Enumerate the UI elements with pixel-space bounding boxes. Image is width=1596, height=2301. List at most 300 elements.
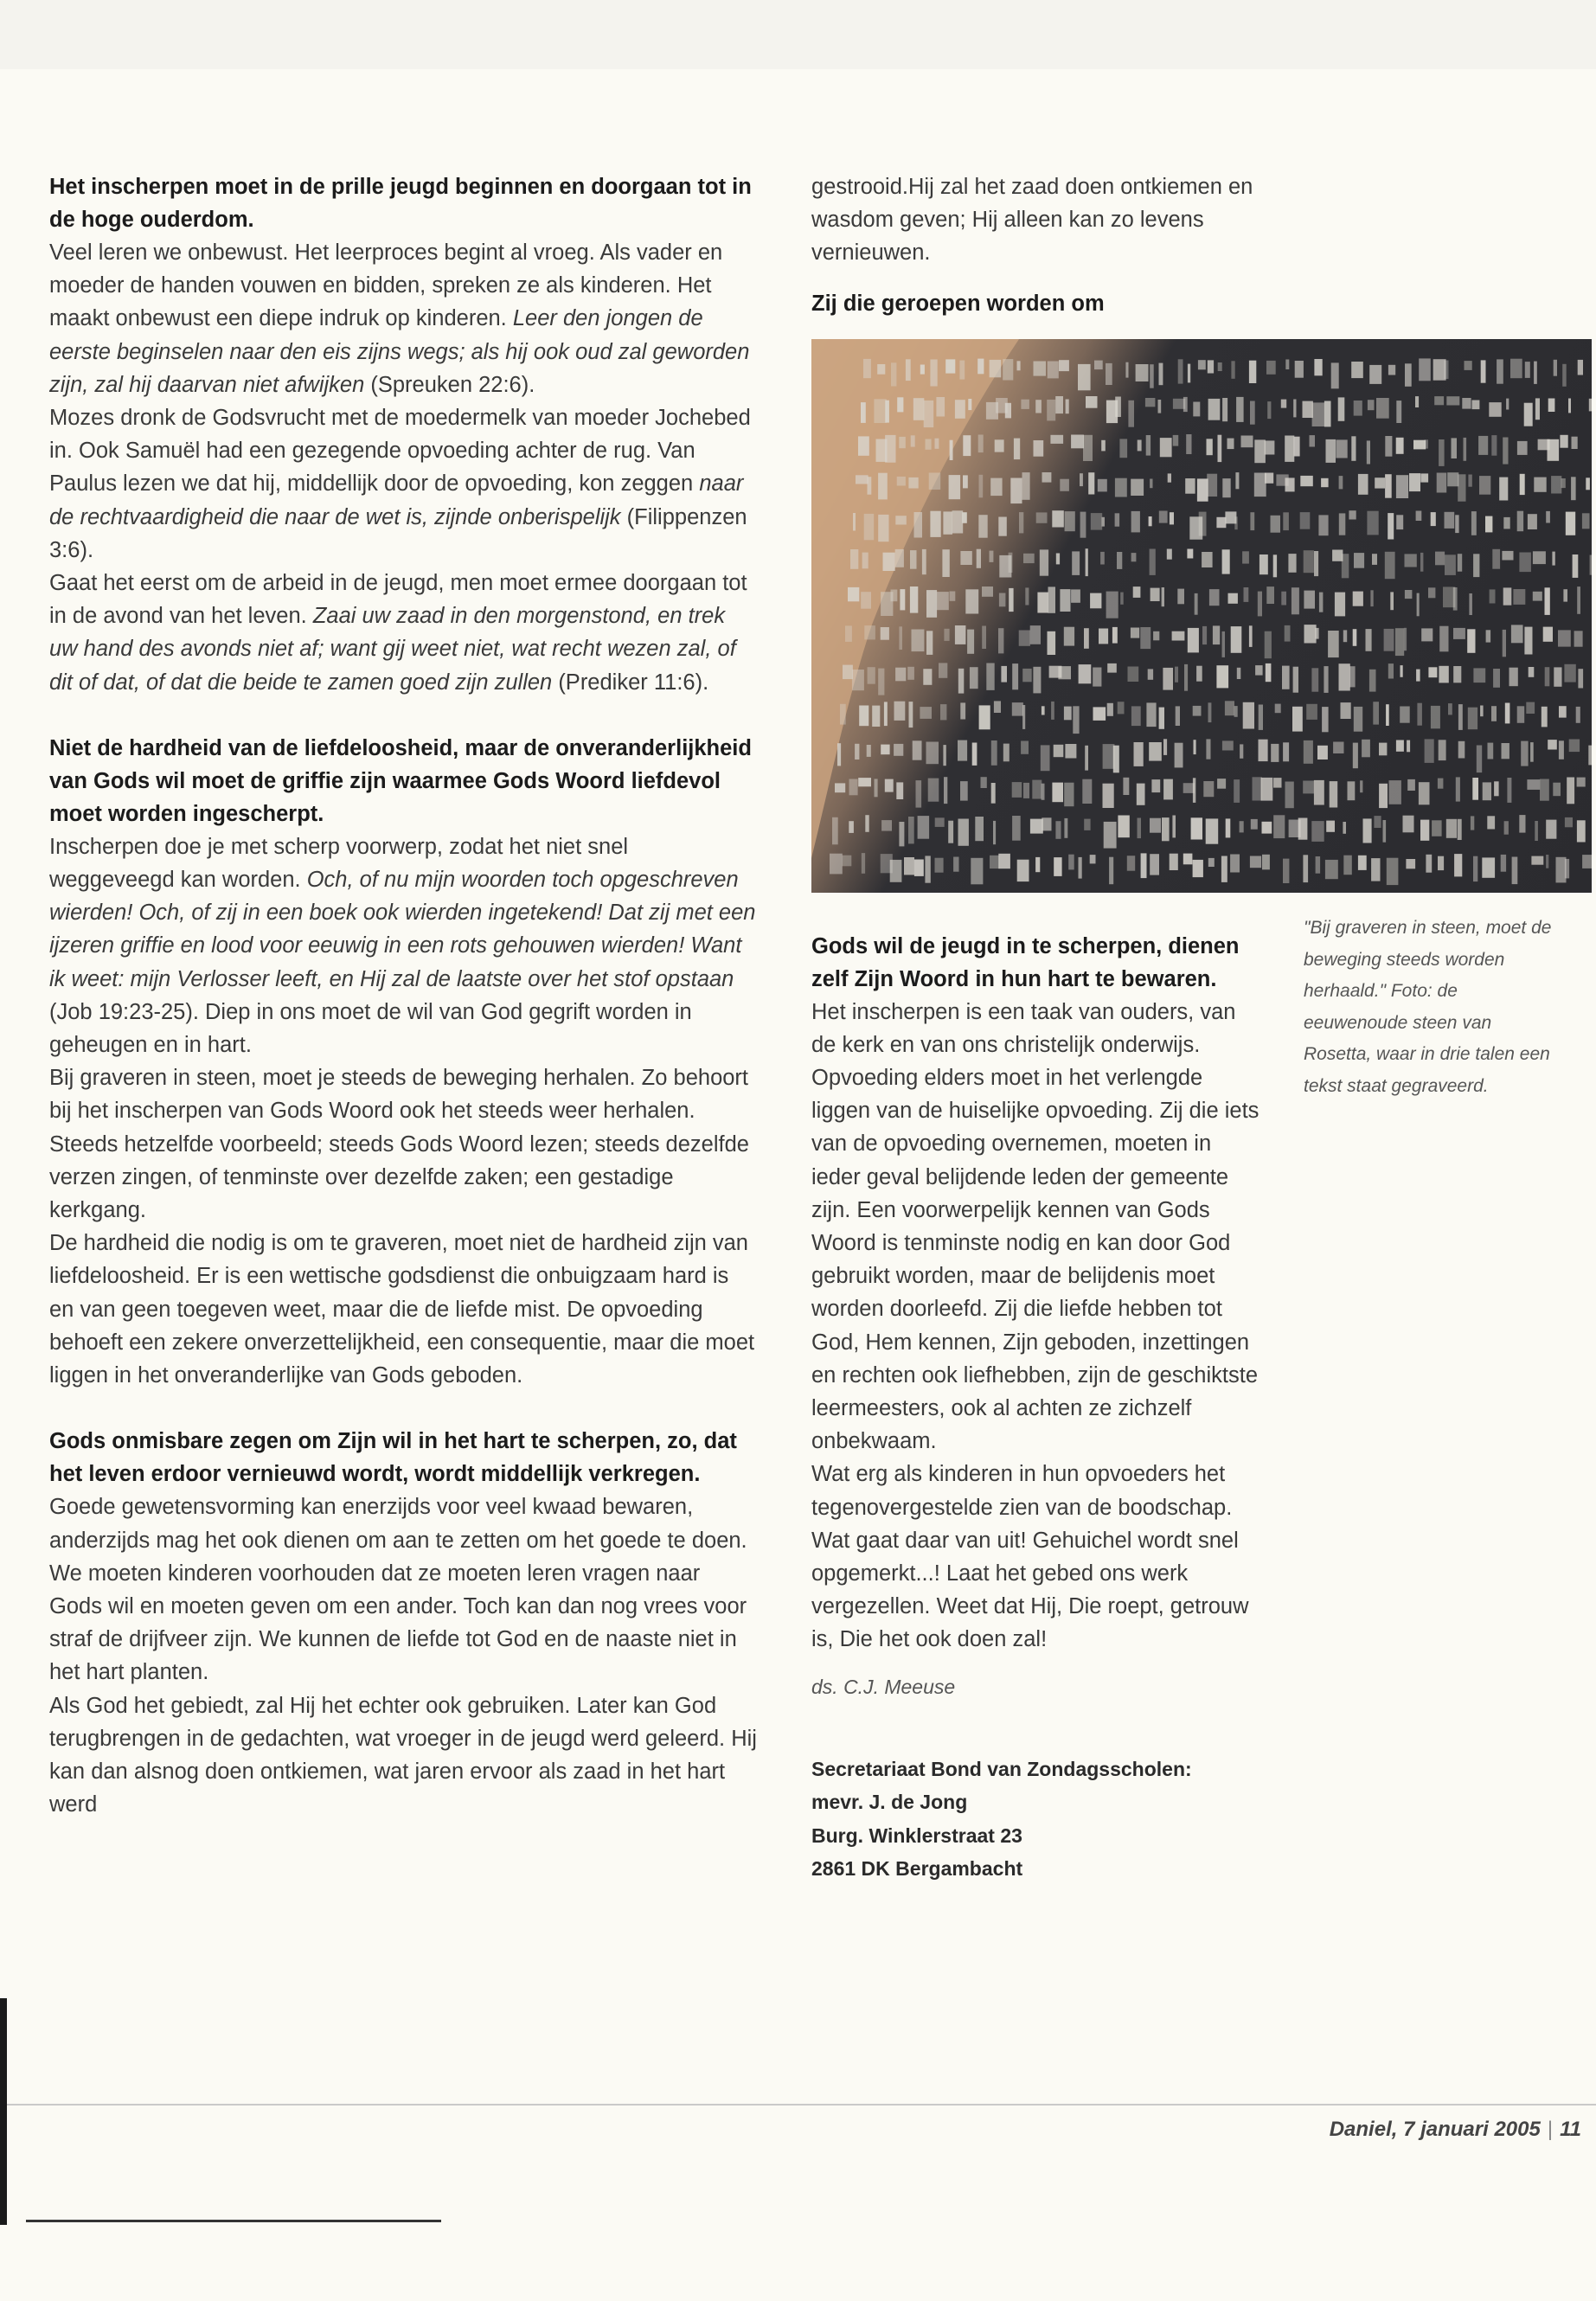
inscription-glyph bbox=[912, 630, 925, 652]
inscription-glyph bbox=[1502, 743, 1509, 759]
inscription-glyph bbox=[967, 630, 974, 654]
inscription-glyph bbox=[1501, 855, 1506, 872]
inscription-glyph bbox=[1409, 473, 1420, 491]
inscription-glyph bbox=[1158, 400, 1162, 413]
inscription-glyph bbox=[944, 629, 949, 641]
inscription-glyph bbox=[1117, 552, 1122, 569]
inscription-glyph bbox=[1266, 361, 1276, 375]
inscription-glyph bbox=[1416, 511, 1422, 522]
inscription-glyph bbox=[955, 625, 966, 644]
inscription-glyph bbox=[856, 475, 869, 484]
inscription-glyph bbox=[1363, 818, 1372, 843]
inscription-glyph bbox=[978, 515, 987, 538]
inscription-glyph bbox=[1524, 627, 1532, 655]
inscription-glyph bbox=[1163, 668, 1173, 690]
inscription-glyph bbox=[1529, 667, 1535, 677]
inscription-glyph bbox=[894, 744, 903, 756]
inscription-glyph bbox=[1258, 592, 1262, 617]
inscription-glyph bbox=[994, 701, 1001, 713]
inscription-glyph bbox=[910, 550, 917, 569]
inscription-glyph bbox=[1120, 593, 1124, 605]
inscription-glyph bbox=[1131, 553, 1137, 561]
inscription-glyph bbox=[1255, 665, 1263, 676]
inscription-glyph bbox=[1458, 819, 1462, 840]
inscription-glyph bbox=[877, 364, 885, 375]
inscription-glyph bbox=[1376, 398, 1389, 419]
inscription-glyph bbox=[1003, 359, 1013, 380]
inscription-glyph bbox=[1390, 592, 1394, 610]
section-heading-4: Gods wil de jeugd in te scherpen, dienen zelf Zijn Woord in hun hart te bewaren. bbox=[811, 933, 1240, 991]
inscription-glyph bbox=[1208, 360, 1214, 373]
inscription-glyph bbox=[1150, 818, 1161, 833]
inscription-glyph bbox=[1222, 740, 1234, 750]
inscription-glyph bbox=[1489, 402, 1501, 417]
inscription-glyph bbox=[1207, 474, 1217, 497]
inscription-glyph bbox=[1366, 629, 1372, 651]
inscription-glyph bbox=[1396, 475, 1408, 498]
inscription-glyph bbox=[1265, 631, 1272, 659]
inscription-glyph bbox=[959, 361, 965, 380]
inscription-glyph bbox=[1153, 631, 1159, 641]
inscription-glyph bbox=[1458, 474, 1465, 501]
inscription-glyph bbox=[1318, 515, 1328, 535]
inscription-glyph bbox=[1168, 473, 1171, 482]
inscription-glyph bbox=[843, 665, 853, 680]
inscription-glyph bbox=[1473, 554, 1479, 577]
inscription-glyph bbox=[958, 740, 967, 761]
inscription-glyph bbox=[1385, 474, 1392, 498]
inscription-glyph bbox=[1446, 819, 1457, 838]
inscription-glyph bbox=[1221, 856, 1227, 882]
inscription-glyph bbox=[1202, 552, 1213, 567]
inscription-glyph bbox=[965, 589, 978, 613]
text-run: Inscherpen doe je met scherp voorwerp, zodat het niet snel weggeveegd kan worden. bbox=[49, 834, 629, 893]
inscription-glyph bbox=[1104, 822, 1117, 849]
inscription-glyph bbox=[1491, 435, 1497, 456]
inscription-glyph bbox=[863, 359, 871, 378]
inscription-glyph bbox=[1222, 398, 1227, 421]
inscription-glyph bbox=[1065, 744, 1076, 759]
scripture-quote: Zaai uw zaad in den morgenstond, en trek uw hand des avonds niet af; want gij weet niet, wat recht wezen zal, of dit of dat, of dat die beide te zamen goed zijn zullen bbox=[49, 604, 736, 695]
inscription-glyph bbox=[935, 817, 945, 827]
inscription-glyph bbox=[1265, 473, 1273, 484]
inscription-glyph bbox=[1431, 706, 1440, 728]
inscription-glyph bbox=[1493, 669, 1500, 688]
inscription-glyph bbox=[1113, 746, 1119, 773]
inscription-glyph bbox=[840, 704, 846, 725]
inscription-glyph bbox=[1481, 360, 1486, 382]
inscription-glyph bbox=[884, 702, 888, 726]
section-subheading: Zij die geroepen worden om bbox=[811, 291, 1105, 316]
inscription-glyph bbox=[1249, 361, 1256, 383]
inscription-glyph bbox=[1088, 472, 1094, 494]
inscription-glyph bbox=[1022, 472, 1030, 500]
inscription-glyph bbox=[868, 477, 872, 495]
inscription-glyph bbox=[1059, 360, 1069, 371]
inscription-glyph bbox=[1472, 778, 1478, 800]
left-column bbox=[49, 170, 759, 1821]
inscription-glyph bbox=[899, 437, 906, 448]
inscription-glyph bbox=[1128, 667, 1139, 683]
inscription-glyph bbox=[1435, 552, 1445, 566]
paragraph bbox=[49, 401, 759, 567]
inscription-glyph bbox=[1281, 592, 1286, 606]
inscription-glyph bbox=[1014, 439, 1020, 459]
inscription-glyph bbox=[1118, 702, 1125, 714]
inscription-glyph bbox=[913, 398, 925, 420]
inscription-glyph bbox=[1432, 820, 1442, 836]
inscription-glyph bbox=[1565, 859, 1569, 879]
inscription-glyph bbox=[1175, 667, 1178, 683]
paragraph: Het inscherpen is een taak van ouders, van de kerk en van ons christelijk onderwijs. Opvoeding elders moet in het verlengde liggen van de huiselijke opvoeding. Zij die iets van de opvoeding overnemen, moeten in ieder geval belijdende leden der gemeente zijn. Een voorwerpelijk kennen van Gods Woord is tenminste nodig en kan door God gebruikt worden, maar de belijdenis moet worden doorleefd. Zij die liefde hebben tot God, Hem kennen, Zijn geboden, inzettingen en rechten ook liefhebben, zijn de geschiktste leermeesters, ook al achten ze zichzelf onbekwaam. bbox=[811, 999, 1259, 1454]
inscription-glyph bbox=[1241, 436, 1253, 448]
inscription-glyph bbox=[972, 743, 977, 766]
inscription-glyph bbox=[1222, 478, 1230, 497]
inscription-glyph bbox=[1118, 816, 1129, 838]
inscription-glyph bbox=[881, 745, 889, 755]
inscription-glyph bbox=[1234, 516, 1237, 529]
inscription-glyph bbox=[1240, 821, 1244, 832]
inscription-glyph bbox=[1300, 476, 1313, 486]
inscription-glyph bbox=[1341, 702, 1351, 719]
inscription-glyph bbox=[1304, 625, 1317, 643]
inscription-glyph bbox=[1543, 627, 1553, 642]
inscription-glyph bbox=[1054, 857, 1061, 876]
inscription-glyph bbox=[864, 625, 875, 639]
inscription-glyph bbox=[1175, 743, 1183, 768]
inscription-glyph bbox=[1032, 780, 1042, 799]
inscription-glyph bbox=[1072, 551, 1080, 575]
inscription-glyph bbox=[1565, 817, 1573, 827]
inscription-glyph bbox=[958, 669, 965, 694]
inscription-glyph bbox=[1525, 362, 1530, 378]
inscription-glyph bbox=[937, 592, 949, 610]
inscription-glyph bbox=[1064, 707, 1072, 721]
inscription-glyph bbox=[945, 359, 955, 373]
inscription-glyph bbox=[1458, 704, 1463, 730]
inscription-glyph bbox=[943, 511, 952, 534]
inscription-glyph bbox=[1561, 478, 1566, 488]
inscription-glyph bbox=[1519, 815, 1525, 833]
inscription-glyph bbox=[970, 667, 978, 689]
inscription-glyph bbox=[1036, 512, 1048, 522]
inscription-glyph bbox=[1322, 707, 1329, 732]
inscription-glyph bbox=[977, 549, 981, 568]
inscription-glyph bbox=[1271, 516, 1281, 533]
inscription-glyph bbox=[1342, 554, 1349, 578]
inscription-glyph bbox=[1304, 591, 1315, 609]
inscription-glyph bbox=[1582, 855, 1592, 868]
inscription-glyph bbox=[1078, 364, 1091, 390]
inscription-glyph bbox=[1566, 512, 1575, 535]
inscription-glyph bbox=[1234, 779, 1240, 803]
inscription-glyph bbox=[1513, 589, 1525, 605]
inscription-glyph bbox=[1254, 439, 1266, 463]
inscription-glyph bbox=[853, 513, 856, 531]
inscription-glyph bbox=[1107, 703, 1113, 716]
top-shade bbox=[0, 0, 1596, 69]
inscription-glyph bbox=[925, 856, 930, 882]
inscription-glyph bbox=[1082, 779, 1092, 804]
inscription-glyph bbox=[1266, 586, 1274, 604]
inscription-glyph bbox=[1545, 667, 1550, 686]
inscription-glyph bbox=[1314, 551, 1318, 576]
inscription-glyph bbox=[991, 783, 996, 804]
inscription-glyph bbox=[1162, 587, 1164, 606]
inscription-glyph bbox=[1066, 400, 1069, 414]
inscription-glyph bbox=[1387, 858, 1399, 885]
inscription-glyph bbox=[990, 360, 1002, 377]
inscription-glyph bbox=[963, 475, 968, 488]
inscription-glyph bbox=[1170, 854, 1178, 870]
inscription-glyph bbox=[1545, 587, 1550, 615]
inscription-glyph bbox=[1354, 553, 1364, 568]
inscription-glyph bbox=[1434, 396, 1444, 405]
inscription-glyph bbox=[1262, 822, 1272, 834]
inscription-glyph bbox=[1231, 361, 1234, 379]
inscription-glyph bbox=[1351, 362, 1363, 378]
inscription-glyph bbox=[1060, 589, 1070, 612]
text-run: (Spreuken 22:6). bbox=[364, 372, 535, 397]
inscription-glyph bbox=[1509, 668, 1518, 687]
inscription-glyph bbox=[1034, 362, 1047, 376]
inscription-glyph bbox=[1439, 740, 1446, 760]
inscription-glyph bbox=[1240, 744, 1243, 758]
inscription-glyph bbox=[1453, 587, 1458, 611]
inscription-glyph bbox=[978, 435, 984, 453]
text-run: Veel leren we onbewust. Het leerproces begint al vroeg. Als vader en moeder de handen vouwen en bidden, spreken ze als kinderen. Het maakt onbewust een diepe indruk op kinderen. bbox=[49, 240, 723, 331]
inscription-glyph bbox=[1554, 667, 1561, 686]
inscription-glyph bbox=[895, 549, 904, 567]
inscription-glyph bbox=[1048, 362, 1059, 379]
inscription-glyph bbox=[1188, 628, 1199, 653]
inscription-glyph bbox=[968, 399, 971, 410]
inscription-glyph bbox=[1273, 815, 1285, 838]
inscription-glyph bbox=[1133, 586, 1141, 598]
inscription-glyph bbox=[891, 590, 898, 602]
inscription-glyph bbox=[1196, 666, 1202, 682]
inscription-glyph bbox=[1588, 746, 1592, 766]
section-gap bbox=[49, 1392, 759, 1425]
inscription-glyph bbox=[1333, 742, 1343, 754]
inscription-glyph bbox=[1590, 555, 1592, 575]
text-run: (Filippenzen 3:6). bbox=[49, 504, 747, 562]
inscription-glyph bbox=[858, 778, 871, 786]
rosetta-stone-photo bbox=[811, 339, 1592, 893]
inscription-glyph bbox=[1148, 669, 1153, 679]
inscription-glyph bbox=[1183, 397, 1188, 412]
inscription-glyph bbox=[1213, 625, 1220, 644]
inscription-glyph bbox=[1106, 363, 1112, 385]
inscription-glyph bbox=[948, 821, 953, 843]
inscription-glyph bbox=[1040, 549, 1048, 575]
inscription-glyph bbox=[1084, 628, 1089, 649]
inscription-glyph bbox=[1315, 628, 1318, 639]
inscription-glyph bbox=[1098, 479, 1107, 492]
inscription-glyph bbox=[1079, 664, 1092, 683]
inscription-glyph bbox=[1150, 549, 1156, 575]
inscription-glyph bbox=[859, 706, 869, 727]
inscription-glyph bbox=[1486, 630, 1491, 642]
inscription-glyph bbox=[998, 854, 1010, 868]
inscription-glyph bbox=[1417, 703, 1422, 726]
inscription-glyph bbox=[1141, 853, 1147, 878]
inscription-glyph bbox=[850, 549, 858, 569]
inscription-glyph bbox=[1068, 855, 1074, 870]
inscription-glyph bbox=[1293, 667, 1298, 693]
inscription-glyph bbox=[1462, 398, 1471, 409]
inscription-glyph bbox=[982, 626, 986, 650]
inscription-glyph bbox=[1316, 856, 1321, 874]
inscription-glyph bbox=[1080, 473, 1083, 486]
inscription-glyph bbox=[990, 551, 994, 562]
inscription-glyph bbox=[1083, 435, 1093, 461]
inscription-glyph bbox=[1490, 589, 1496, 603]
inscription-glyph bbox=[1578, 360, 1583, 375]
inscription-glyph bbox=[1037, 593, 1048, 613]
inscription-glyph bbox=[1351, 436, 1356, 461]
inscription-glyph bbox=[1425, 439, 1429, 448]
inscription-glyph bbox=[1548, 740, 1557, 749]
inscription-glyph bbox=[1234, 706, 1238, 717]
address-line: Burg. Winklerstraat 23 bbox=[811, 1823, 1022, 1847]
inscription-glyph bbox=[1222, 549, 1230, 574]
text-run: Gaat het eerst om de arbeid in de jeugd, men moet ermee doorgaan tot in de avond van het leven. bbox=[49, 571, 747, 629]
inscription-glyph bbox=[1193, 860, 1203, 877]
inscription-glyph bbox=[1454, 854, 1462, 876]
inscription-glyph bbox=[1573, 554, 1579, 578]
inscription-glyph bbox=[1086, 396, 1098, 408]
inscription-glyph bbox=[918, 816, 930, 839]
inscription-glyph bbox=[1058, 666, 1071, 679]
scripture-quote: Och, of nu mijn woorden toch opgeschreven wierden! Och, of zij in een boek ook wierden ingetekend! Dat zij met een ijzeren griffie en lood voor eeuwig in een rots gehouwen wierden! Want ik weet: mijn Verlosser leeft, en Hij zal de laatste over het stof opstaan bbox=[49, 868, 756, 991]
inscription-glyph bbox=[1425, 739, 1434, 763]
inscription-glyph bbox=[1131, 628, 1139, 638]
inscription-glyph bbox=[930, 511, 940, 537]
inscription-glyph bbox=[1455, 515, 1458, 533]
inscription-glyph bbox=[1266, 663, 1272, 682]
inscription-glyph bbox=[1314, 780, 1324, 805]
inscription-glyph bbox=[1010, 478, 1022, 504]
inscription-glyph bbox=[963, 435, 971, 456]
inscription-glyph bbox=[1112, 627, 1118, 644]
inscription-glyph bbox=[1311, 668, 1318, 691]
inscription-glyph bbox=[1005, 403, 1011, 419]
inscription-glyph bbox=[1267, 401, 1271, 419]
inscription-glyph bbox=[1560, 435, 1567, 448]
inscription-glyph bbox=[1050, 435, 1063, 444]
inscription-glyph bbox=[1101, 440, 1106, 452]
inscription-glyph bbox=[920, 365, 925, 375]
inscription-glyph bbox=[936, 397, 945, 417]
inscription-glyph bbox=[1360, 780, 1362, 792]
inscription-glyph bbox=[1298, 818, 1308, 840]
inscription-glyph bbox=[1109, 857, 1113, 885]
inscription-glyph bbox=[929, 473, 941, 490]
inscription-glyph bbox=[906, 359, 911, 381]
section-heading-3: Gods onmisbare zegen om Zijn wil in het hart te scherpen, zo, dat het leven erdoor vernieuwd wordt, wordt middellijk verkregen. bbox=[49, 1429, 737, 1487]
inscription-glyph bbox=[953, 857, 958, 872]
inscription-glyph bbox=[993, 821, 996, 844]
inscription-glyph bbox=[1282, 666, 1290, 689]
inscription-glyph bbox=[1438, 779, 1444, 789]
inscription-glyph bbox=[1090, 593, 1101, 609]
inscription-glyph bbox=[1494, 781, 1499, 796]
inscription-glyph bbox=[1379, 784, 1388, 808]
inscription-glyph bbox=[1577, 820, 1586, 842]
inscription-glyph bbox=[1167, 549, 1172, 560]
inscription-glyph bbox=[1025, 587, 1029, 605]
inscription-glyph bbox=[1468, 708, 1477, 730]
inscription-glyph bbox=[1330, 781, 1338, 807]
inscription-glyph bbox=[1379, 743, 1387, 756]
inscription-glyph bbox=[1285, 436, 1294, 462]
inscription-glyph bbox=[1159, 363, 1163, 386]
inscription-glyph bbox=[1478, 436, 1488, 455]
inscription-glyph bbox=[1519, 553, 1531, 573]
inscription-glyph bbox=[1178, 359, 1183, 383]
inscription-glyph bbox=[881, 820, 892, 831]
inscription-glyph bbox=[1127, 856, 1135, 871]
inscription-glyph bbox=[1395, 628, 1404, 656]
inscription-glyph bbox=[1197, 478, 1208, 501]
paragraph bbox=[49, 1490, 759, 1689]
inscription-glyph bbox=[935, 439, 939, 449]
inscription-glyph bbox=[1388, 513, 1394, 539]
inscription-glyph bbox=[930, 360, 937, 387]
inscription-glyph bbox=[1151, 588, 1160, 601]
inscription-glyph bbox=[950, 440, 953, 460]
inscription-glyph bbox=[1339, 476, 1343, 489]
inscription-glyph bbox=[920, 707, 932, 719]
inscription-glyph bbox=[1328, 631, 1339, 657]
inscription-glyph bbox=[1576, 707, 1580, 723]
inscription-glyph bbox=[1281, 400, 1286, 408]
inscription-glyph bbox=[1249, 625, 1253, 647]
inscription-glyph bbox=[1505, 703, 1510, 724]
inscription-glyph bbox=[1483, 782, 1491, 800]
inscription-glyph bbox=[1218, 362, 1222, 371]
inscription-glyph bbox=[977, 359, 984, 375]
inscription-glyph bbox=[862, 553, 869, 569]
inscription-glyph bbox=[1131, 479, 1144, 496]
inscription-glyph bbox=[1358, 856, 1367, 870]
inscription-glyph bbox=[1198, 360, 1206, 369]
inscription-glyph bbox=[1217, 779, 1226, 789]
inscription-glyph bbox=[1471, 816, 1474, 830]
inscription-glyph bbox=[1285, 478, 1295, 491]
inscription-glyph bbox=[878, 473, 888, 500]
inscription-glyph bbox=[1439, 666, 1448, 683]
inscription-glyph bbox=[1420, 473, 1428, 482]
inscription-glyph bbox=[1080, 512, 1086, 538]
inscription-glyph bbox=[1497, 359, 1503, 383]
inscription-glyph bbox=[1439, 439, 1445, 466]
inscription-glyph bbox=[1035, 400, 1042, 413]
inscription-glyph bbox=[900, 589, 905, 610]
inscription-glyph bbox=[1437, 473, 1447, 493]
inscription-glyph bbox=[1438, 856, 1444, 870]
inscription-glyph bbox=[1589, 399, 1592, 412]
inscription-glyph bbox=[1446, 396, 1459, 405]
inscription-glyph bbox=[1051, 702, 1054, 720]
inscription-glyph bbox=[1163, 779, 1173, 800]
inscription-glyph bbox=[1294, 437, 1300, 457]
inscription-glyph bbox=[1563, 589, 1567, 601]
paragraph bbox=[49, 567, 759, 699]
inscription-glyph bbox=[1123, 778, 1129, 795]
address-line: mevr. J. de Jong bbox=[811, 1791, 968, 1814]
